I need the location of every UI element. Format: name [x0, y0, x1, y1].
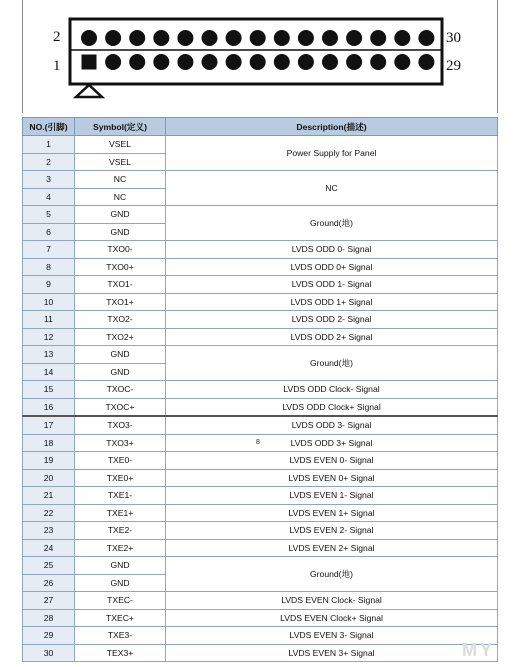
connector-diagram [0, 0, 517, 115]
table-row [23, 171, 498, 189]
connector-pin [274, 54, 290, 70]
table-row [23, 627, 498, 645]
pin-number: 27 [23, 592, 75, 610]
table-row [23, 346, 498, 364]
header-description: Description(描述) [166, 118, 498, 136]
table-row [23, 504, 498, 522]
connector-pin [81, 30, 97, 46]
table-row [23, 452, 498, 470]
pin-number: 17 [23, 416, 75, 434]
pin-symbol: TXE3- [75, 627, 166, 645]
connector-pin [370, 30, 386, 46]
pin-symbol: TXE0- [75, 452, 166, 470]
table-row [23, 311, 498, 329]
connector-pin [298, 54, 314, 70]
pin-description: LVDS ODD 2- Signal [166, 311, 498, 329]
table-row [23, 434, 498, 452]
connector-pin [129, 30, 145, 46]
pin-description: LVDS ODD 1+ Signal [166, 293, 498, 311]
connector-pin [105, 30, 121, 46]
connector-pin [153, 54, 169, 70]
connector-pin [105, 54, 121, 70]
pin-symbol: TXO3- [75, 416, 166, 434]
pin-number: 25 [23, 557, 75, 575]
pin-description: LVDS ODD 1- Signal [166, 276, 498, 294]
table-row [23, 522, 498, 540]
table-row [23, 381, 498, 399]
connector-pin [322, 30, 338, 46]
table-row [23, 609, 498, 627]
pin-symbol: TXO2- [75, 311, 166, 329]
pin-symbol: TXE1+ [75, 504, 166, 522]
pin-symbol: TXE0+ [75, 469, 166, 487]
table-row [23, 136, 498, 154]
pin-symbol: TEX3+ [75, 644, 166, 662]
connector-pin [250, 54, 266, 70]
table-row [23, 487, 498, 505]
connector-pin [250, 30, 266, 46]
connector-pin [394, 54, 410, 70]
pin-number: 2 [23, 153, 75, 171]
pin-symbol: TXO0+ [75, 258, 166, 276]
pin-number: 1 [23, 136, 75, 154]
watermark: MY [462, 640, 495, 660]
pin-description: LVDS EVEN Clock+ Signal [166, 609, 498, 627]
pin-description: LVDS ODD Clock+ Signal [166, 398, 498, 416]
pin-symbol: TXEC- [75, 592, 166, 610]
pin-symbol: GND [75, 223, 166, 241]
pin-description: NC [166, 171, 498, 206]
connector-pin [322, 54, 338, 70]
pin-label-30: 30 [446, 30, 461, 46]
table-row [23, 276, 498, 294]
connector-pin [153, 30, 169, 46]
table-row [23, 241, 498, 259]
pin-description: LVDS ODD 3- Signal [166, 416, 498, 434]
pin-description: LVDS EVEN 1- Signal [166, 487, 498, 505]
pin-number: 23 [23, 522, 75, 540]
connector-pin [177, 54, 193, 70]
pin-number: 22 [23, 504, 75, 522]
pin-description: LVDS EVEN 1+ Signal [166, 504, 498, 522]
pin-symbol: TXOC+ [75, 398, 166, 416]
pin-symbol: NC [75, 188, 166, 206]
connector-pin [274, 30, 290, 46]
pin-description: LVDS EVEN Clock- Signal [166, 592, 498, 610]
pin-description: LVDS ODD 0- Signal [166, 241, 498, 259]
pin-number: 13 [23, 346, 75, 364]
connector-pin [226, 54, 242, 70]
table-row [23, 328, 498, 346]
pin-symbol: VSEL [75, 153, 166, 171]
connector-pin [202, 54, 218, 70]
pin-number: 9 [23, 276, 75, 294]
header-no: NO.(引脚) [23, 118, 75, 136]
pin-description: Ground(地) [166, 346, 498, 381]
pin-number: 28 [23, 609, 75, 627]
pin-description: LVDS ODD 2+ Signal [166, 328, 498, 346]
table-row [23, 416, 498, 434]
pin-symbol: TXOC- [75, 381, 166, 399]
pin-description: LVDS EVEN 3- Signal [166, 627, 498, 645]
pin-description: Ground(地) [166, 557, 498, 592]
table-row [23, 206, 498, 224]
pin-number: 7 [23, 241, 75, 259]
pin-description: LVDS EVEN 0+ Signal [166, 469, 498, 487]
pin-number: 5 [23, 206, 75, 224]
connector-pin [129, 54, 145, 70]
pin-label-1: 1 [53, 58, 61, 74]
header-symbol: Symbol(定义) [75, 118, 166, 136]
table-row [23, 592, 498, 610]
connector-pin [418, 30, 434, 46]
pin-symbol: TXE1- [75, 487, 166, 505]
pin-number: 8 [23, 258, 75, 276]
pin-number: 19 [23, 452, 75, 470]
table-row [23, 293, 498, 311]
pin-symbol: VSEL [75, 136, 166, 154]
pin-symbol: TXO1+ [75, 293, 166, 311]
pin-symbol: TXE2- [75, 522, 166, 540]
table-header-row [23, 118, 498, 136]
pin1-marker-triangle [76, 85, 102, 97]
pin-symbol: GND [75, 346, 166, 364]
connector-pin [370, 54, 386, 70]
connector-pin [298, 30, 314, 46]
pin-number: 3 [23, 171, 75, 189]
pin-symbol: TXO0- [75, 241, 166, 259]
pin-symbol: GND [75, 574, 166, 592]
pin-table [22, 117, 498, 662]
connector-pin [394, 30, 410, 46]
pin-number: 10 [23, 293, 75, 311]
pin-description: LVDS ODD 3+ Signal [290, 437, 373, 448]
pin-number: 6 [23, 223, 75, 241]
pin-description: LVDS ODD 0+ Signal [166, 258, 498, 276]
pin-symbol: GND [75, 557, 166, 575]
pin-symbol: GND [75, 363, 166, 381]
pin-description: Power Supply for Panel [166, 136, 498, 171]
table-row [23, 398, 498, 416]
pin-number: 16 [23, 398, 75, 416]
pin-description: LVDS ODD Clock- Signal [166, 381, 498, 399]
table-row [23, 539, 498, 557]
pin-number: 20 [23, 469, 75, 487]
connector-pin [226, 30, 242, 46]
connector-pin [346, 54, 362, 70]
pin-symbol: TXO1- [75, 276, 166, 294]
pin-number: 15 [23, 381, 75, 399]
connector-outline [70, 19, 442, 84]
connector-pin-1-square [82, 55, 97, 70]
connector-pin [346, 30, 362, 46]
connector-pin [418, 54, 434, 70]
pin-description: LVDS EVEN 2+ Signal [166, 539, 498, 557]
pin-description: LVDS EVEN 3+ Signal [166, 644, 498, 662]
pin-symbol: TXO3+ [75, 434, 166, 452]
pin-number: 21 [23, 487, 75, 505]
table-row [23, 469, 498, 487]
table-row [23, 644, 498, 662]
pin-symbol: TXO2+ [75, 328, 166, 346]
pin-symbol: GND [75, 206, 166, 224]
pin-description: Ground(地) [166, 206, 498, 241]
pin-symbol: TXEC+ [75, 609, 166, 627]
pin-number: 12 [23, 328, 75, 346]
pin-number: 4 [23, 188, 75, 206]
pin-number: 29 [23, 627, 75, 645]
pin-label-29: 29 [446, 58, 461, 74]
stray-mark: 8 [256, 438, 260, 446]
table-row [23, 258, 498, 276]
pin-number: 14 [23, 363, 75, 381]
pin-number: 26 [23, 574, 75, 592]
pin-description: LVDS EVEN 0- Signal [166, 452, 498, 470]
connector-pin [202, 30, 218, 46]
pin-number: 18 [23, 434, 75, 452]
pin-description: LVDS EVEN 2- Signal [166, 522, 498, 540]
pin-number: 11 [23, 311, 75, 329]
pin-number: 30 [23, 644, 75, 662]
pin-label-2: 2 [53, 29, 61, 45]
pin-description-cell [166, 434, 498, 452]
pin-symbol: TXE2+ [75, 539, 166, 557]
pin-number: 24 [23, 539, 75, 557]
pin-symbol: NC [75, 171, 166, 189]
table-row [23, 557, 498, 575]
connector-pin [177, 30, 193, 46]
